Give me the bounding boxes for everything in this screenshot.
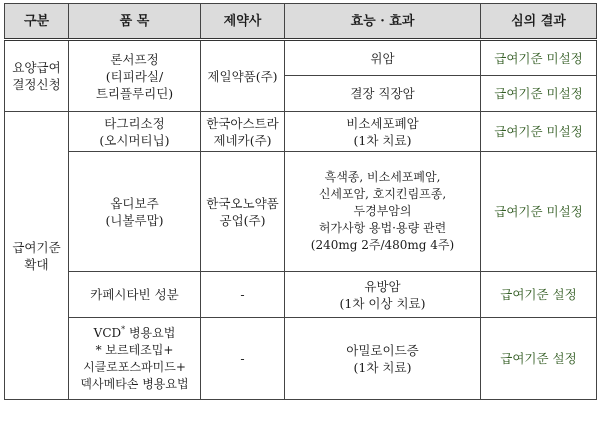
item-line: 트리플루리딘) — [95, 85, 174, 101]
result-cell: 급여기준 설정 — [481, 272, 597, 318]
efficacy-cell — [285, 152, 481, 272]
group-cell-criteria-expansion — [5, 112, 69, 400]
efficacy-cell — [285, 112, 481, 152]
efficacy-line: 허가사항 용법·용량 관련 — [318, 221, 447, 235]
efficacy-cell — [285, 40, 481, 76]
result-cell: 급여기준 미설정 — [481, 152, 597, 272]
table-row — [5, 40, 597, 76]
efficacy-cell — [285, 318, 481, 400]
company-cell — [201, 40, 285, 112]
result-cell: 급여기준 미설정 — [481, 40, 597, 76]
efficacy-line: (1차 치료) — [353, 359, 412, 375]
efficacy-line: 흑색종, 비소세포폐암, — [324, 170, 441, 184]
header-efficacy: 효능 · 효과 — [285, 4, 481, 40]
efficacy-cell — [285, 76, 481, 112]
efficacy-line: 위암 — [370, 50, 395, 66]
item-line: 카페시타빈 성분 — [90, 287, 179, 302]
review-results-table — [4, 3, 597, 400]
item-cell — [69, 272, 201, 318]
table-row — [5, 152, 597, 272]
group-label-line: 급여기준 — [12, 239, 61, 255]
item-vcd: VCD — [93, 325, 122, 340]
company-line: 한국오노약품 — [206, 195, 279, 211]
item-line — [72, 325, 197, 342]
table-row — [5, 272, 597, 318]
efficacy-line: (1차 이상 치료) — [339, 295, 426, 311]
company-cell — [201, 112, 285, 152]
item-line: 론서프정 — [110, 51, 159, 67]
item-vcd-rest: 병용요법 — [125, 325, 176, 340]
item-line: (니볼루맙) — [105, 212, 164, 228]
header-item: 품 목 — [69, 4, 201, 40]
table-row — [5, 112, 597, 152]
efficacy-line: 비소세포폐암 — [346, 115, 419, 131]
item-line: 타그리소정 — [104, 115, 165, 131]
efficacy-line: (1차 치료) — [353, 132, 412, 148]
efficacy-line: 두경부암의 — [353, 204, 412, 218]
item-line: 옵디보주 — [110, 195, 159, 211]
item-cell — [69, 112, 201, 152]
company-line: 제네카(주) — [213, 132, 272, 148]
company-cell — [201, 152, 285, 272]
result-cell: 급여기준 미설정 — [481, 112, 597, 152]
item-line: (티피라실/ — [105, 68, 164, 84]
efficacy-line: 아밀로이드증 — [346, 342, 419, 358]
company-line: 제일약품(주) — [207, 68, 278, 84]
result-cell: 급여기준 설정 — [481, 318, 597, 400]
efficacy-line: 결장 직장암 — [350, 86, 415, 101]
item-line: * 보르테조밉+ — [95, 342, 174, 357]
item-cell — [69, 40, 201, 112]
efficacy-cell — [285, 272, 481, 318]
item-line: (오시머티닙) — [99, 132, 170, 148]
efficacy-line: 유방암 — [364, 278, 401, 294]
group-label-line: 요양급여 — [12, 60, 61, 75]
company-line: 공업(주) — [219, 212, 266, 228]
header-result: 심의 결과 — [481, 4, 597, 40]
item-line: 덱사메타손 병용요법 — [80, 376, 189, 391]
group-label-line: 확대 — [24, 256, 49, 272]
table-row — [5, 318, 597, 400]
company-cell: - — [201, 318, 285, 400]
footnote-marker: * — [121, 324, 126, 334]
header-row — [5, 4, 597, 40]
company-cell: - — [201, 272, 285, 318]
company-line: 한국아스트라 — [206, 115, 279, 131]
item-cell — [69, 318, 201, 400]
group-cell-benefit-decision — [5, 40, 69, 112]
result-cell: 급여기준 미설정 — [481, 76, 597, 112]
item-line: 시클로포스파미드+ — [83, 359, 186, 374]
item-cell — [69, 152, 201, 272]
header-category: 구분 — [5, 4, 69, 40]
efficacy-line: (240mg 2주/480mg 4주) — [310, 238, 455, 252]
efficacy-line: 신세포암, 호지킨림프종, — [318, 187, 447, 201]
group-label-line: 결정신청 — [12, 77, 61, 92]
header-company: 제약사 — [201, 4, 285, 40]
